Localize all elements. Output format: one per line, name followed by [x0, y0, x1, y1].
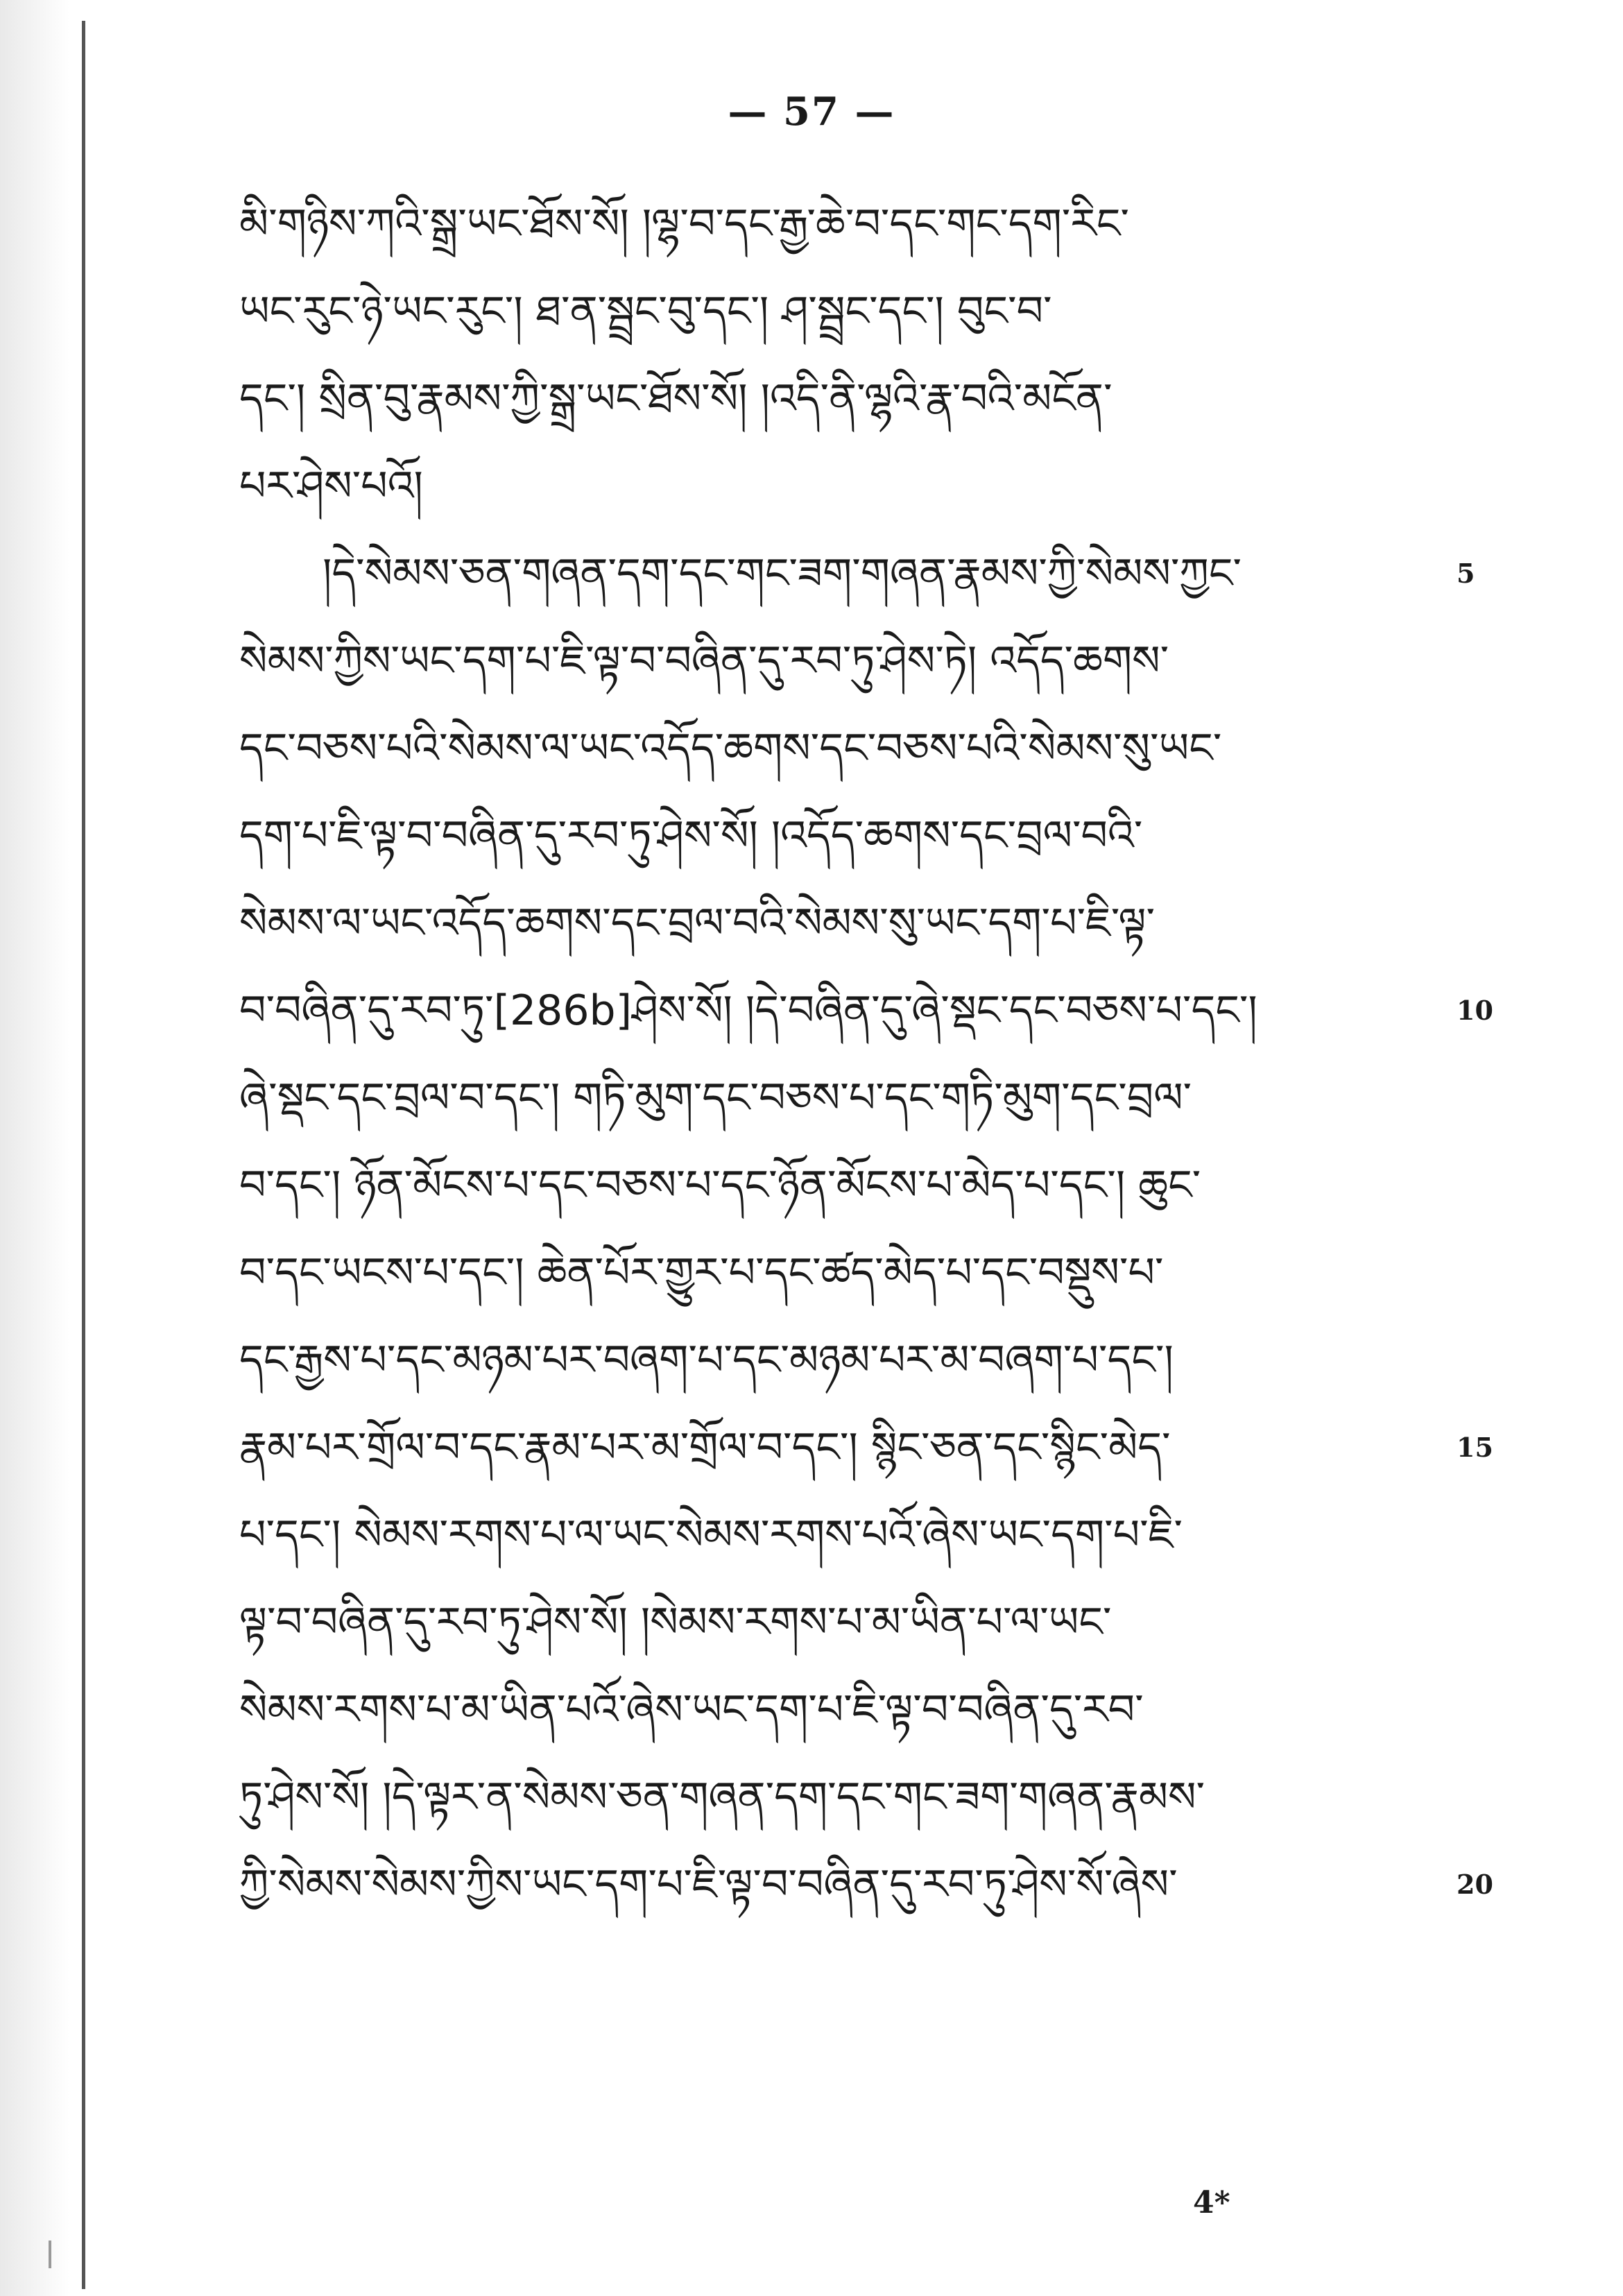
line-text: བ་དང་ཡངས་པ་དང་། ཆེན་པོར་གྱུར་པ་དང་ཚད་མེད་པ་དང་བསྡུས་པ་	[239, 1249, 1164, 1297]
text-line	[239, 1754, 1446, 1841]
line-text: ཀྱི་སེམས་སེམས་ཀྱིས་ཡང་དག་པ་ཇི་ལྟ་བ་བཞིན་དུ་རབ་ཏུ་ཤེས་སོ་ཞེས་	[239, 1860, 1178, 1909]
line-text: སེམས་ཀྱིས་ཡང་དག་པ་ཇི་ལྟ་བ་བཞིན་དུ་རབ་ཏུ་ཤེས་ཏེ། འདོད་ཆགས་	[239, 637, 1169, 685]
line-text: མི་གཉིས་ཀའི་སྒྲ་ཡང་ཐོས་སོ། །ལྷ་བ་དང་རྒྱ་ཆེ་བ་དང་གང་དག་རིང་	[239, 200, 1129, 248]
line-text: སེམས་ལ་ཡང་འདོད་ཆགས་དང་བྲལ་བའི་སེམས་སུ་ཡང་དག་པ་ཇི་ལྟ་	[239, 899, 1156, 948]
line-text: དག་པ་ཇི་ལྟ་བ་བཞིན་དུ་རབ་ཏུ་ཤེས་སོ། །འདོད་ཆགས་དང་བྲལ་བའི་	[239, 812, 1143, 860]
line-text: པར་ཤེས་པའོ།	[239, 462, 423, 511]
line-text: དང་། སྲིན་བུ་རྣམས་ཀྱི་སྒྲ་ཡང་ཐོས་སོ། །འདི་ནི་ལྷའི་རྣ་བའི་མངོན་	[239, 375, 1113, 423]
text-line	[239, 268, 1446, 355]
text-line	[239, 1054, 1446, 1142]
margin-rule	[82, 21, 85, 2289]
line-text: དང་བཅས་པའི་སེམས་ལ་ཡང་འདོད་ཆགས་དང་བཅས་པའི་སེམས་སུ་ཡང་	[239, 724, 1222, 773]
line-number: 20	[1457, 1869, 1493, 1900]
text-line	[239, 1142, 1446, 1229]
text-line	[239, 1229, 1446, 1317]
text-line	[239, 355, 1446, 443]
text-line	[239, 1841, 1446, 1928]
line-number: 15	[1457, 1432, 1493, 1463]
margin-speck	[49, 2241, 51, 2268]
line-text: ལྟ་བ་བཞིན་དུ་རབ་ཏུ་ཤེས་སོ། །སེམས་རགས་པ་མ་ཡིན་པ་ལ་ཡང་	[239, 1598, 1112, 1647]
line-number: 5	[1457, 558, 1475, 589]
text-line	[239, 1666, 1446, 1754]
line-number: 10	[1457, 995, 1493, 1026]
text-line	[239, 180, 1446, 268]
text-line	[239, 1579, 1446, 1666]
line-text: །དེ་སེམས་ཅན་གཞན་དག་དང་གང་ཟག་གཞན་རྣམས་ཀྱི་སེམས་ཀྱང་	[323, 549, 1242, 598]
text-line	[239, 705, 1446, 792]
text-line	[239, 1491, 1446, 1579]
line-text: པ་དང་། སེམས་རགས་པ་ལ་ཡང་སེམས་རགས་པའོ་ཞེས་ཡང་དག་པ་ཇི་	[239, 1511, 1183, 1559]
folio-signature: 4*	[1193, 2185, 1230, 2220]
line-text: ཞེ་སྡང་དང་བྲལ་བ་དང་། གཏི་མུག་དང་བཅས་པ་དང་གཏི་མུག་དང་བྲལ་	[239, 1074, 1192, 1122]
text-block	[239, 180, 1493, 1928]
page-number: — 57 —	[728, 89, 895, 135]
line-text: བ་དང་། ཉོན་མོངས་པ་དང་བཅས་པ་དང་ཉོན་མོངས་པ་མེད་པ་དང་། ཆུང་	[239, 1161, 1201, 1210]
line-text: རྣམ་པར་གྲོལ་བ་དང་རྣམ་པར་མ་གྲོལ་བ་དང་། སྙིང་ཅན་དང་སྙིང་མེད་	[239, 1423, 1171, 1472]
line-text: སེམས་རགས་པ་མ་ཡིན་པའོ་ཞེས་ཡང་དག་པ་ཇི་ལྟ་བ་བཞིན་དུ་རབ་	[239, 1686, 1144, 1734]
text-line	[239, 792, 1446, 880]
text-line	[239, 617, 1446, 705]
line-text: བ་བཞིན་དུ་རབ་ཏུ་[286b]ཤེས་སོ། །དེ་བཞིན་དུ་ཞེ་སྡང་དང་བཅས་པ་དང་།	[239, 986, 1257, 1035]
text-line	[239, 443, 1446, 530]
text-line	[239, 967, 1446, 1054]
line-text: ཏུ་ཤེས་སོ། །དེ་ལྟར་ན་སེམས་ཅན་གཞན་དག་དང་གང་ཟག་གཞན་རྣམས་	[239, 1773, 1205, 1822]
binding-shadow	[0, 0, 69, 2296]
line-text: དང་རྒྱས་པ་དང་མཉམ་པར་བཞག་པ་དང་མཉམ་པར་མ་བཞག་པ་དང་།	[239, 1336, 1174, 1385]
text-line	[239, 530, 1446, 617]
text-line	[239, 1404, 1446, 1491]
text-line	[239, 880, 1446, 967]
text-line	[239, 1317, 1446, 1404]
line-text: ཡང་རུང་ཉེ་ཡང་རུང་། ཐ་ན་སྦྲང་བུ་དང་། ཤ་སྦྲང་དང་། བུང་བ་	[239, 287, 1052, 336]
